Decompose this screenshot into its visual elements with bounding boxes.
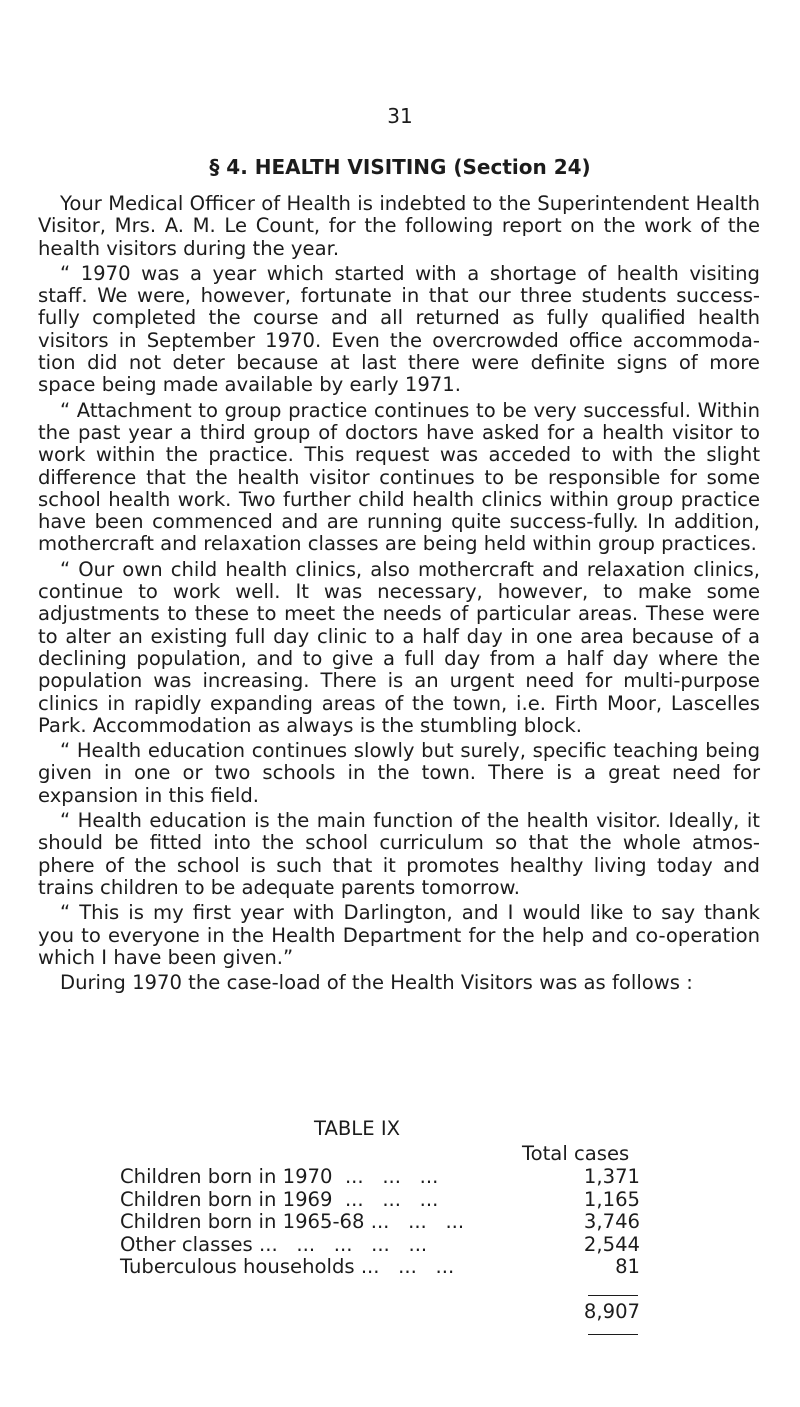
row-label: Tuberculous households ... ... ...	[120, 1255, 455, 1279]
table-column-header: Total cases	[522, 1142, 630, 1165]
row-value: 1,165	[583, 1187, 640, 1211]
paragraph-clinics: “ Our own child health clinics, also mothercraft and relaxation clinics, continue to work well. It was necessary, however, to make some adjustments to these to meet the needs of particular areas. These were to alter an existing full day clinic to a half day in one area because of a declining population, and to give a full day from a half day where the population was increasing. There is an urgent need for multi-purpose clinics in rapidly expanding areas of the town, i.e. Firth Moor, Lascelles Park. Accommodation as always is the stumbling block.	[38, 557, 760, 737]
total-rule-top	[588, 1295, 638, 1296]
paragraph-staffing: “ 1970 was a year which started with a shortage of health visiting staff. We were, however, fortunate in that our three students success-fully completed the course and all returned as fully qualified health visitors in September 1970. Even the overcrowded office accommoda-tion did not deter because at last there were definite signs of more space being made available by early 1971.	[38, 261, 760, 397]
row-value: 1,371	[583, 1165, 640, 1188]
row-value: 81	[615, 1255, 640, 1279]
page-number: 31	[387, 104, 413, 128]
row-label: Children born in 1965-68 ... ... ...	[120, 1210, 465, 1234]
row-label: Children born in 1969 ... ... ...	[120, 1187, 439, 1211]
total-rule-bottom	[588, 1334, 638, 1335]
paragraph-thanks: “ This is my first year with Darlington, and I would like to say thank you to everyone in the Health Department for the help and co-operation which I have been given.”	[38, 901, 760, 969]
table-row	[120, 1189, 640, 1212]
table-title: TABLE IX	[314, 1117, 401, 1140]
table-row	[120, 1234, 640, 1257]
row-label: Other classes ... ... ... ... ...	[120, 1232, 428, 1256]
paragraph-main-function: “ Health education is the main function of the health visitor. Ideally, it should be fitted into the school curriculum so that the whole atmos-phere of the school is such that it promotes healthy living today and trains children to be adequate parents tomorrow.	[38, 809, 760, 899]
section-heading: § 4. HEALTH VISITING (Section 24)	[209, 155, 591, 179]
row-label: Children born in 1970 ... ... ...	[120, 1165, 439, 1188]
caseload-table	[120, 1166, 640, 1279]
table-row	[120, 1166, 640, 1189]
table-total: 8,907	[583, 1300, 640, 1323]
row-value: 3,746	[583, 1210, 640, 1234]
paragraph-caseload-intro: During 1970 the case-load of the Health Visitors was as follows :	[60, 971, 693, 995]
paragraph-intro: Your Medical Officer of Health is indebted to the Superintendent Health Visitor, Mrs. A. M. Le Count, for the following report on the work of the health visitors during the year.	[38, 192, 760, 260]
table-row	[120, 1256, 640, 1279]
table-row	[120, 1211, 640, 1234]
row-value: 2,544	[583, 1232, 640, 1256]
report-body	[38, 193, 760, 997]
paragraph-health-education: “ Health education continues slowly but surely, specific teaching being given in one or two schools in the town. There is a great need for expansion in this field.	[38, 739, 760, 807]
paragraph-group-practice: “ Attachment to group practice continues to be very successful. Within the past year a third group of doctors have asked for a health visitor to work within the practice. This request was acceded to with the slight difference that the health visitor continues to be responsible for some school health work. Two further child health clinics within group practice have been commenced and are running quite success-fully. In addition, mothercraft and relaxation classes are being held within group practices.	[38, 398, 760, 556]
